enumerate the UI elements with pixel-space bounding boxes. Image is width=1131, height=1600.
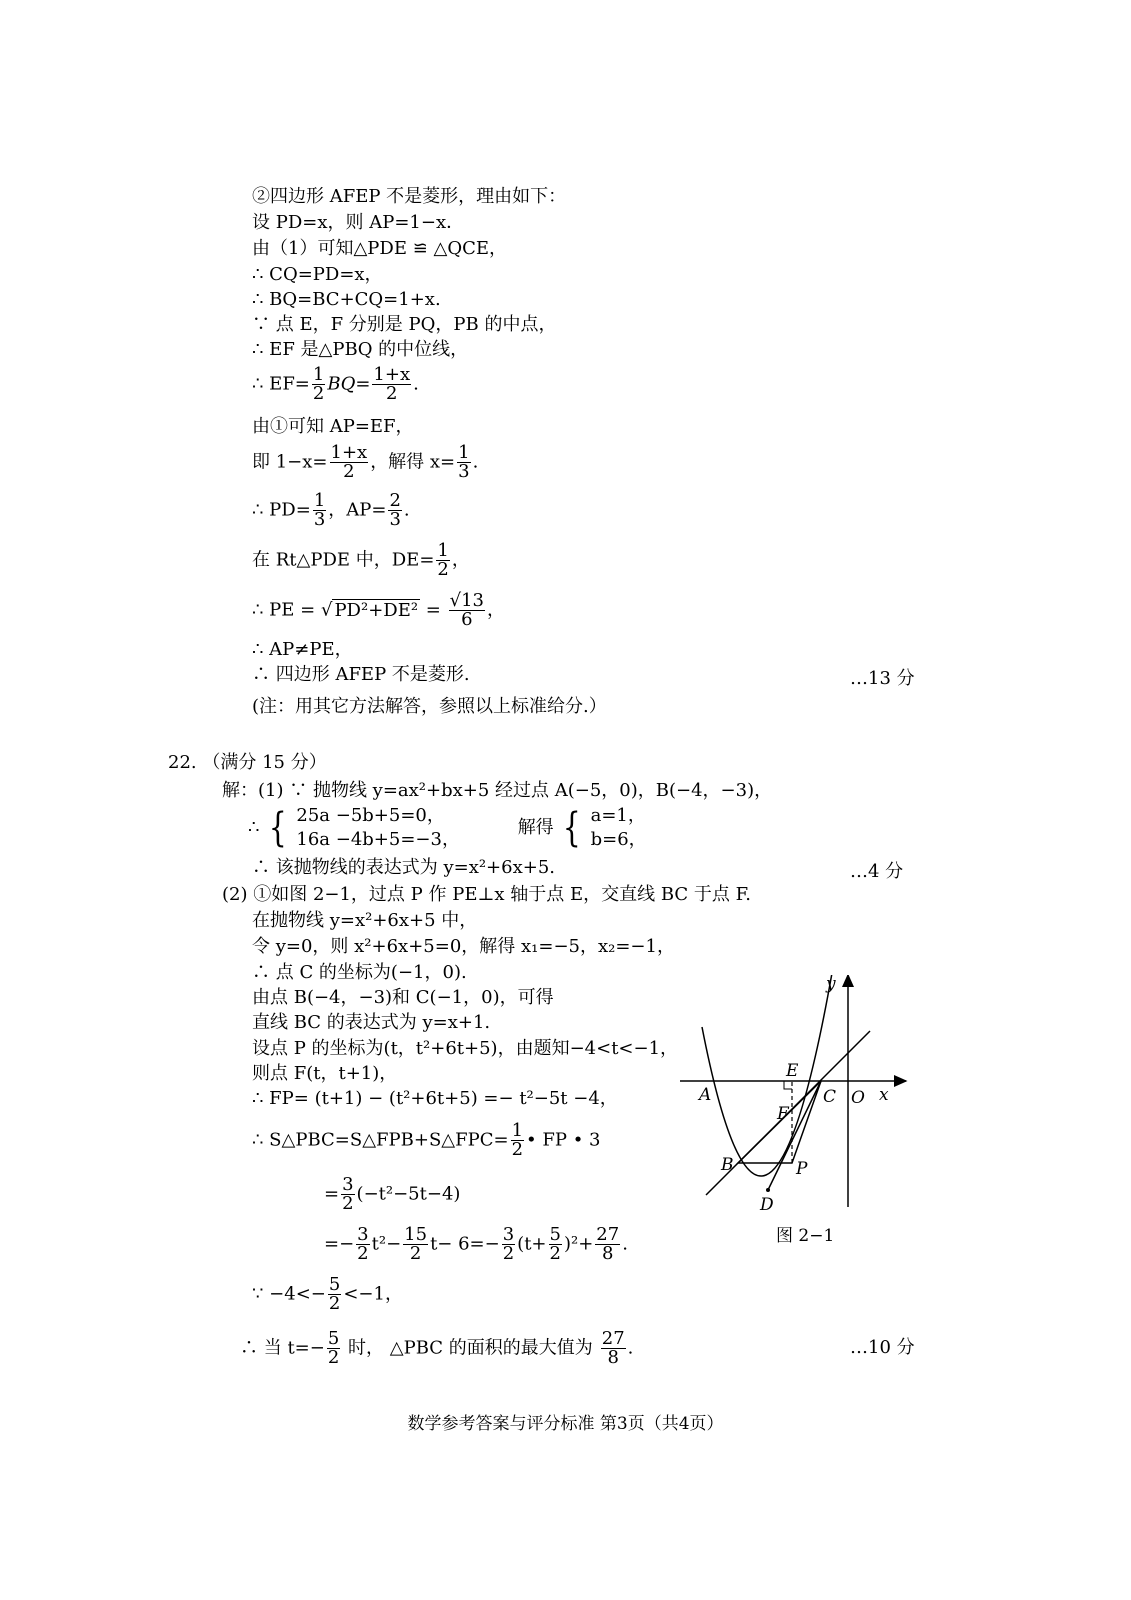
text-line: 则点 F(t，t+1)， <box>252 1063 398 1084</box>
equation-system: ∴ { 25a −5b+5=0， 16a −4b+5=−3， 解得 { a=1， b=6， <box>248 805 647 851</box>
formula-ef: ∴ EF= $\frac{1}{2}$ BQ= $\frac{1+x}{2}$ . <box>252 364 419 404</box>
text-line: 由①可知 AP=EF， <box>252 416 414 437</box>
label-f: F <box>777 1104 789 1124</box>
text-line: 由（1）可知△PDE ≌ △QCE， <box>252 238 508 259</box>
text-line: 设 PD=x，则 AP=1−x． <box>252 212 465 233</box>
text-line: ∴ 点 C 的坐标为(−1，0). <box>252 962 467 983</box>
label-x: x <box>879 1085 889 1105</box>
label-e: E <box>786 1061 799 1081</box>
formula-pd-ap: ∴ PD= $\frac{1}{3}$ ，AP= $\frac{2}{3}$ . <box>252 490 410 530</box>
label-p: P <box>796 1159 808 1179</box>
page-footer: 数学参考答案与评分标准 第3页（共4页） <box>407 1414 724 1434</box>
label-c: C <box>823 1087 837 1107</box>
right-angle-mark <box>784 1081 792 1089</box>
text-line: ∴ BQ=BC+CQ=1+x. <box>252 289 441 310</box>
text-line: ∴ 该抛物线的表达式为 y=x²+6x+5. <box>252 857 556 878</box>
text-line: 设点 P 的坐标为(t，t²+6t+5)，由题知−4<t<−1， <box>252 1038 679 1059</box>
text-line: 解：(1) ∵ 抛物线 y=ax²+bx+5 经过点 A(−5，0)，B(−4，−3)， <box>222 780 773 801</box>
formula-max: ∴ 当 t=− $\frac{5}{2}$ 时， △PBC 的面积的最大值为 $\frac{27}{8}$ . <box>240 1328 634 1368</box>
score-label: …4 分 <box>850 861 904 882</box>
label-a: A <box>699 1085 712 1105</box>
line-cd <box>768 1081 821 1190</box>
formula-range: ∵ −4<− $\frac{5}{2}$ <−1， <box>252 1274 403 1314</box>
figure-caption: 图 2−1 <box>776 1226 835 1246</box>
formula-solve-x: 即 1−x= $\frac{1+x}{2}$ ，解得 x= $\frac{1}{3}$ . <box>252 442 479 482</box>
parabola <box>702 975 832 1176</box>
text-line: ∴ AP≠PE， <box>252 639 353 660</box>
label-b: B <box>721 1155 734 1175</box>
text-line: ∴ 四边形 AFEP 不是菱形. <box>252 664 470 685</box>
text-line: ∴ FP= (t+1) − (t²+6t+5) =− t²−5t −4， <box>252 1088 618 1109</box>
text-line: ∴ EF 是△PBQ 的中位线， <box>252 339 469 360</box>
label-d: D <box>760 1195 774 1215</box>
label-o: O <box>851 1088 865 1108</box>
text-line: 由点 B(−4，−3)和 C(−1，0)，可得 <box>252 987 554 1008</box>
score-label: …13 分 <box>850 668 915 689</box>
note: (注：用其它方法解答，参照以上标准给分.） <box>252 696 607 717</box>
text-line: ∵ 点 E，F 分别是 PQ，PB 的中点， <box>252 314 557 335</box>
text-line: 令 y=0，则 x²+6x+5=0，解得 x₁=−5，x₂=−1， <box>252 936 675 957</box>
formula-pe: ∴ PE = √ PD²+DE² = $\frac{√13}{6}$ ， <box>252 590 505 630</box>
text-line: ②四边形 AFEP 不是菱形，理由如下： <box>252 186 567 207</box>
text-line: ∴ CQ=PD=x， <box>252 264 383 285</box>
label-y: y <box>826 975 836 994</box>
formula-area: ∴ S△PBC=S△FPB+S△FPC= $\frac{1}{2}$ • FP • 3 <box>252 1120 601 1160</box>
text-line: (2) ①如图 2−1，过点 P 作 PE⊥x 轴于点 E，交直线 BC 于点 F. <box>222 884 752 905</box>
question-header: 22. （满分 15 分） <box>168 752 327 773</box>
formula-area-vertex: =− $\frac{3}{2}$ t²− $\frac{15}{2}$ t− 6=− $\frac{3}{2}$ (t+ $\frac{5}{2}$ )²+ $\frac{27}{8}$ . <box>324 1224 628 1264</box>
figure-2-1 <box>680 975 920 1255</box>
text-line: 在抛物线 y=x²+6x+5 中， <box>252 910 478 931</box>
score-label: …10 分 <box>850 1337 915 1358</box>
point-d <box>766 1188 770 1192</box>
text-line: 直线 BC 的表达式为 y=x+1. <box>252 1012 491 1033</box>
formula-de: 在 Rt△PDE 中，DE= $\frac{1}{2}$ ， <box>252 540 470 580</box>
formula-area-step: = $\frac{3}{2}$ (−t²−5t−4) <box>324 1174 461 1214</box>
